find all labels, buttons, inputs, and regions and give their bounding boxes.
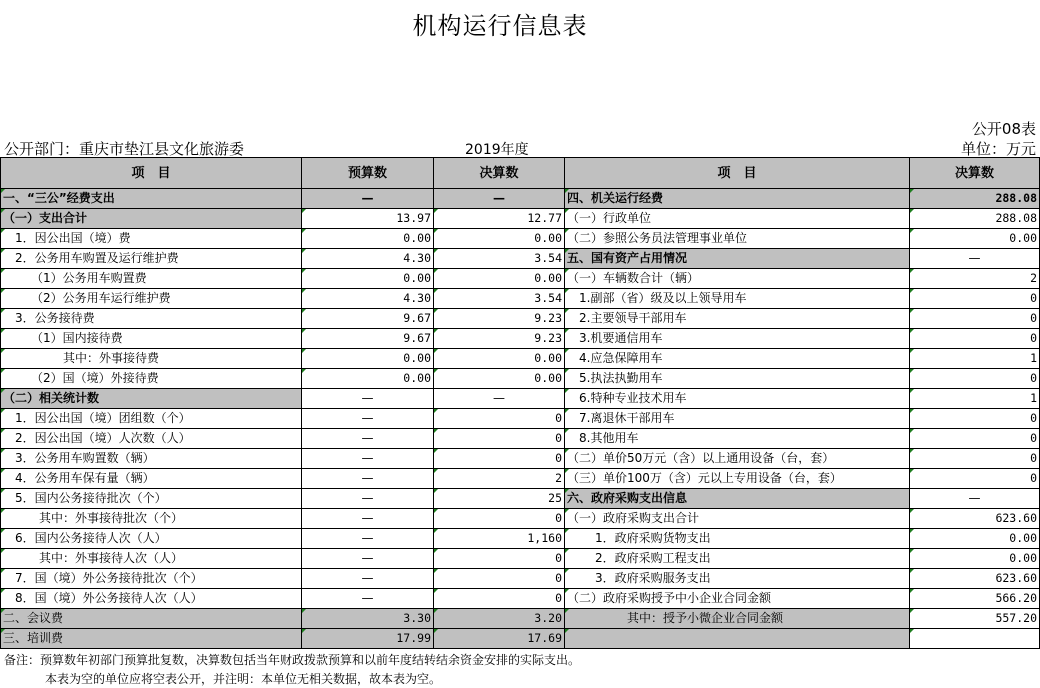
- final-value: 3.54: [434, 289, 565, 309]
- right-item-label: （二）单价50万元（含）以上通用设备（台，套）: [565, 449, 910, 469]
- budget-value: —: [302, 409, 434, 429]
- table-row: [1, 229, 1040, 249]
- final-value: 9.23: [434, 329, 565, 349]
- right-final-value: —: [910, 249, 1040, 269]
- final-value: 0.00: [434, 269, 565, 289]
- right-final-value: 0: [910, 449, 1040, 469]
- table-row: [1, 569, 1040, 589]
- right-item-label: （一）车辆数合计（辆）: [565, 269, 910, 289]
- right-final-value: 566.20: [910, 589, 1040, 609]
- final-value: 9.23: [434, 309, 565, 329]
- year-label: 2019年度: [465, 142, 529, 158]
- table-row: [1, 209, 1040, 229]
- table-row: [1, 349, 1040, 369]
- left-item-label: （二）相关统计数: [1, 389, 302, 409]
- left-item-label: （1）公务用车购置费: [1, 269, 302, 289]
- budget-value: —: [302, 589, 434, 609]
- left-item-label: 2．因公出国（境）人次数（人）: [1, 429, 302, 449]
- budget-value: —: [302, 389, 434, 409]
- final-value: 0: [434, 509, 565, 529]
- final-value: —: [434, 389, 565, 409]
- final-value: 0.00: [434, 369, 565, 389]
- right-item-label: 3．政府采购服务支出: [565, 569, 910, 589]
- final-value: 0.00: [434, 349, 565, 369]
- right-item-label: 3.机要通信用车: [565, 329, 910, 349]
- left-item-label: 5．国内公务接待批次（个）: [1, 489, 302, 509]
- right-item-label: 7.离退休干部用车: [565, 409, 910, 429]
- table-row: [1, 529, 1040, 549]
- budget-value: —: [302, 189, 434, 209]
- right-item-label: [565, 629, 910, 649]
- final-value: 0: [434, 549, 565, 569]
- right-item-label: 2．政府采购工程支出: [565, 549, 910, 569]
- left-item-label: 1．因公出国（境）团组数（个）: [1, 409, 302, 429]
- final-value: 25: [434, 489, 565, 509]
- right-final-value: 288.08: [910, 189, 1040, 209]
- table-row: [1, 289, 1040, 309]
- right-item-label: （一）政府采购支出合计: [565, 509, 910, 529]
- right-final-value: 0: [910, 429, 1040, 449]
- budget-value: —: [302, 489, 434, 509]
- right-item-label: 1.副部（省）级及以上领导用车: [565, 289, 910, 309]
- final-value: 12.77: [434, 209, 565, 229]
- table-row: [1, 449, 1040, 469]
- final-value: 0.00: [434, 229, 565, 249]
- right-final-value: 0: [910, 469, 1040, 489]
- budget-value: —: [302, 529, 434, 549]
- left-item-label: 其中：外事接待批次（个）: [1, 509, 302, 529]
- right-item-label: 四、机关运行经费: [565, 189, 910, 209]
- department-label: 公开部门：重庆市垫江县文化旅游委: [4, 140, 245, 158]
- left-item-label: （2）公务用车运行维护费: [1, 289, 302, 309]
- right-final-value: 0: [910, 289, 1040, 309]
- budget-value: 9.67: [302, 309, 434, 329]
- final-value: —: [434, 189, 565, 209]
- final-value: 0: [434, 409, 565, 429]
- table-row: [1, 249, 1040, 269]
- budget-value: —: [302, 469, 434, 489]
- table-row: [1, 429, 1040, 449]
- right-final-value: 1: [910, 389, 1040, 409]
- left-item-label: 4．公务用车保有量（辆）: [1, 469, 302, 489]
- table-row: [1, 309, 1040, 329]
- info-table: [0, 157, 1040, 649]
- table-header: [1, 158, 1040, 189]
- right-item-label: （二）参照公务员法管理事业单位: [565, 229, 910, 249]
- budget-value: —: [302, 549, 434, 569]
- right-final-value: 623.60: [910, 569, 1040, 589]
- right-item-label: 6.特种专业技术用车: [565, 389, 910, 409]
- left-item-label: 一、“三公”经费支出: [1, 189, 302, 209]
- table-row: [1, 609, 1040, 629]
- table-row: [1, 469, 1040, 489]
- left-item-label: 其中：外事接待费: [1, 349, 302, 369]
- left-item-label: 3．公务用车购置数（辆）: [1, 449, 302, 469]
- budget-value: 13.97: [302, 209, 434, 229]
- note-line-1: 备注：预算数年初部门预算批复数，决算数包括当年财政拨款预算和以前年度结转结余资金安排的实际支出。: [4, 653, 581, 667]
- table-row: [1, 509, 1040, 529]
- page-title: 机构运行信息表: [412, 12, 588, 40]
- left-item-label: （1）国内接待费: [1, 329, 302, 349]
- form-code: 公开08表: [971, 120, 1036, 138]
- right-final-value: 0: [910, 309, 1040, 329]
- right-final-value: 0: [910, 329, 1040, 349]
- header-item: 项 目: [1, 158, 302, 189]
- left-item-label: 二、会议费: [1, 609, 302, 629]
- budget-value: 0.00: [302, 369, 434, 389]
- budget-value: 4.30: [302, 289, 434, 309]
- final-value: 1,160: [434, 529, 565, 549]
- final-value: 3.54: [434, 249, 565, 269]
- right-item-label: 五、国有资产占用情况: [565, 249, 910, 269]
- header-final-right: 决算数: [910, 158, 1040, 189]
- table-row: [1, 369, 1040, 389]
- right-final-value: 0.00: [910, 229, 1040, 249]
- table-row: [1, 269, 1040, 289]
- left-item-label: 8．国（境）外公务接待人次（人）: [1, 589, 302, 609]
- table-row: [1, 329, 1040, 349]
- budget-value: —: [302, 569, 434, 589]
- budget-value: 0.00: [302, 349, 434, 369]
- left-item-label: 其中：外事接待人次（人）: [1, 549, 302, 569]
- budget-value: 3.30: [302, 609, 434, 629]
- right-final-value: 288.08: [910, 209, 1040, 229]
- left-item-label: （一）支出合计: [1, 209, 302, 229]
- right-item-label: 4.应急保障用车: [565, 349, 910, 369]
- final-value: 17.69: [434, 629, 565, 649]
- header-budget: 预算数: [302, 158, 434, 189]
- left-item-label: （2）国（境）外接待费: [1, 369, 302, 389]
- budget-value: —: [302, 429, 434, 449]
- right-item-label: （一）行政单位: [565, 209, 910, 229]
- budget-value: 0.00: [302, 269, 434, 289]
- header-final: 决算数: [434, 158, 565, 189]
- right-item-label: 5.执法执勤用车: [565, 369, 910, 389]
- table-row: [1, 409, 1040, 429]
- right-final-value: 1: [910, 349, 1040, 369]
- left-item-label: 三、培训费: [1, 629, 302, 649]
- right-item-label: （三）单价100万（含）元以上专用设备（台，套）: [565, 469, 910, 489]
- final-value: 0: [434, 569, 565, 589]
- right-final-value: 557.20: [910, 609, 1040, 629]
- budget-value: 4.30: [302, 249, 434, 269]
- budget-value: 17.99: [302, 629, 434, 649]
- unit-label: 单位：万元: [960, 140, 1036, 158]
- table-row: [1, 489, 1040, 509]
- left-item-label: 2．公务用车购置及运行维护费: [1, 249, 302, 269]
- right-item-label: 2.主要领导干部用车: [565, 309, 910, 329]
- right-final-value: 0: [910, 409, 1040, 429]
- right-item-label: 1．政府采购货物支出: [565, 529, 910, 549]
- right-final-value: 0.00: [910, 529, 1040, 549]
- final-value: 0: [434, 429, 565, 449]
- budget-value: —: [302, 449, 434, 469]
- left-item-label: 6．国内公务接待人次（人）: [1, 529, 302, 549]
- table-row: [1, 629, 1040, 649]
- left-item-label: 1．因公出国（境）费: [1, 229, 302, 249]
- left-item-label: 3．公务接待费: [1, 309, 302, 329]
- right-item-label: 8.其他用车: [565, 429, 910, 449]
- budget-value: 9.67: [302, 329, 434, 349]
- table-row: [1, 189, 1040, 209]
- right-item-label: 其中：授予小微企业合同金额: [565, 609, 910, 629]
- header-item-right: 项 目: [565, 158, 910, 189]
- final-value: 0: [434, 589, 565, 609]
- right-item-label: （二）政府采购授予中小企业合同金额: [565, 589, 910, 609]
- budget-value: —: [302, 509, 434, 529]
- right-final-value: 0: [910, 369, 1040, 389]
- note-line-2: 本表为空的单位应将空表公开，并注明：本单位无相关数据，故本表为空。: [45, 672, 442, 686]
- final-value: 2: [434, 469, 565, 489]
- table-row: [1, 589, 1040, 609]
- final-value: 0: [434, 449, 565, 469]
- table-row: [1, 549, 1040, 569]
- right-final-value: 0.00: [910, 549, 1040, 569]
- right-final-value: [910, 629, 1040, 649]
- right-final-value: —: [910, 489, 1040, 509]
- right-final-value: 623.60: [910, 509, 1040, 529]
- left-item-label: 7．国（境）外公务接待批次（个）: [1, 569, 302, 589]
- budget-value: 0.00: [302, 229, 434, 249]
- right-final-value: 2: [910, 269, 1040, 289]
- table-row: [1, 389, 1040, 409]
- final-value: 3.20: [434, 609, 565, 629]
- right-item-label: 六、政府采购支出信息: [565, 489, 910, 509]
